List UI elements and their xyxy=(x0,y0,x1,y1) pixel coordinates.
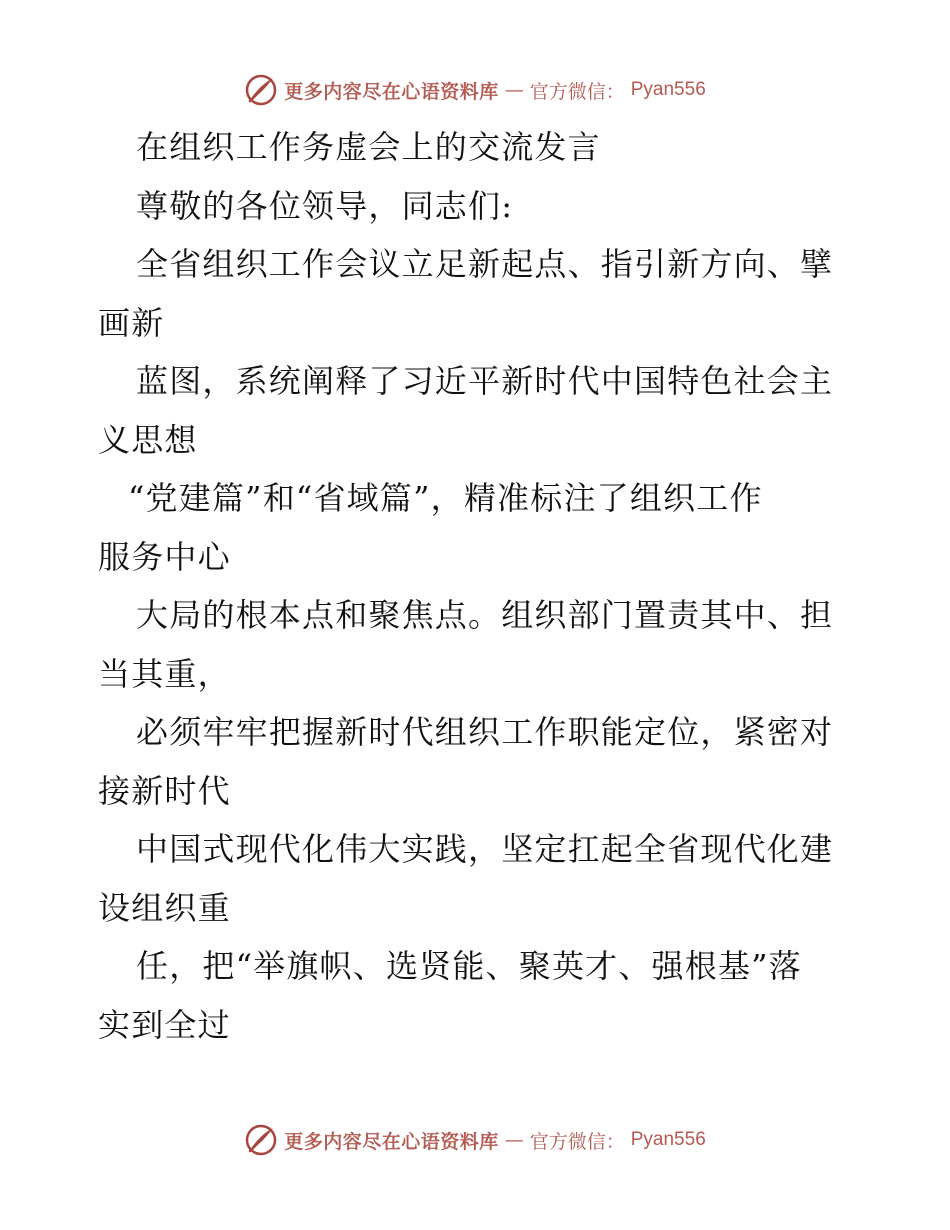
watermark-wechat-label: 官方微信： xyxy=(529,1130,625,1153)
quill-pen-logo-icon xyxy=(244,73,278,107)
watermark-wechat-label: 官方微信： xyxy=(529,80,625,103)
paragraph-line: 全省组织工作会议立足新起点、指引新方向、擘 xyxy=(136,245,834,283)
paragraph-line: 画新 xyxy=(98,303,165,342)
paragraph-line: 大局的根本点和聚焦点。组织部门置责其中、担 xyxy=(136,596,834,634)
paragraph-line: 实到全过 xyxy=(98,1005,231,1044)
watermark-wechat-id: Pyan556 xyxy=(630,1129,706,1150)
paragraph-line: 接新时代 xyxy=(98,771,231,810)
paragraph-line: 当其重， xyxy=(98,654,231,693)
paragraph-line: 义思想 xyxy=(98,420,198,459)
paragraph-line: 服务中心 xyxy=(98,537,231,576)
paragraph-line: 蓝图，系统阐释了习近平新时代中国特色社会主 xyxy=(136,362,834,400)
salutation: 尊敬的各位领导，同志们: xyxy=(136,186,514,225)
footer-watermark-inner xyxy=(244,1123,706,1157)
paragraph-line: 设组织重 xyxy=(98,888,231,927)
quill-pen-logo-icon xyxy=(244,1123,278,1157)
document-body xyxy=(98,118,854,1054)
watermark-site-text: 更多内容尽在心语资料库 xyxy=(284,80,499,103)
header-watermark xyxy=(0,70,950,110)
footer-watermark xyxy=(0,1120,950,1160)
header-watermark-inner xyxy=(244,73,706,107)
paragraph-line: 任，把“举旗帜、选贤能、聚英才、强根基”落 xyxy=(136,947,802,985)
watermark-dash: — xyxy=(504,1129,524,1151)
paragraph-line: 必须牢牢把握新时代组织工作职能定位，紧密对 xyxy=(136,713,834,751)
paragraph-line: “党建篇”和“省域篇”，精准标注了组织工作 xyxy=(128,479,763,517)
watermark-site-text: 更多内容尽在心语资料库 xyxy=(284,1130,499,1153)
paragraph-line: 中国式现代化伟大实践，坚定扛起全省现代化建 xyxy=(136,830,834,868)
document-title: 在组织工作务虚会上的交流发言 xyxy=(136,128,601,166)
watermark-wechat-id: Pyan556 xyxy=(630,79,706,100)
watermark-dash: — xyxy=(504,79,524,101)
